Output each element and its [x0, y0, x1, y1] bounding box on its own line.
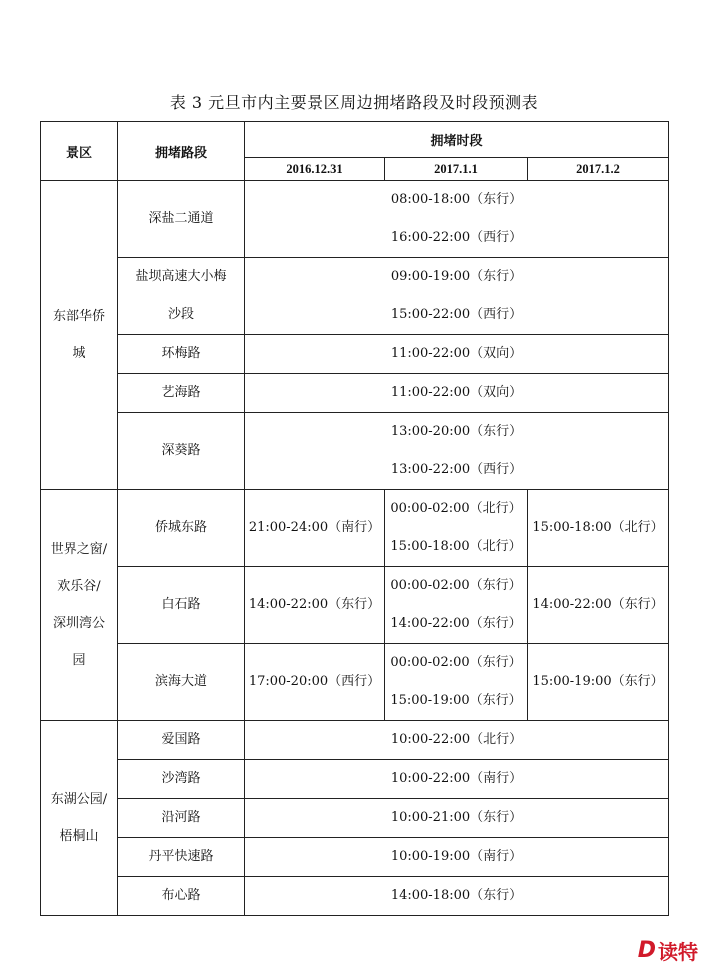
dute-logo: D 读特: [637, 938, 698, 964]
header-date-3: 2017.1.2: [528, 158, 669, 181]
cell-line: 梧桐山: [59, 829, 99, 844]
cell-line: 15:00-18:00（北行）: [532, 520, 664, 535]
period-cell: [245, 760, 669, 799]
cell-line: 布心路: [161, 888, 201, 903]
cell-line: 00:00-02:00（北行）: [390, 501, 522, 516]
cell-line: 16:00-22:00（西行）: [390, 230, 523, 245]
table-row: [41, 799, 669, 838]
cell-line: 沙湾路: [161, 771, 201, 786]
road-cell: [118, 181, 245, 258]
road-cell: [118, 258, 245, 335]
cell-line: 盐坝高速大小梅: [135, 269, 227, 284]
cell-line: 09:00-19:00（东行）: [390, 269, 523, 284]
road-cell: [118, 335, 245, 374]
table-row: [41, 721, 669, 760]
period-cell-d3: [528, 644, 669, 721]
road-cell: [118, 877, 245, 916]
period-cell-d1: [245, 567, 385, 644]
cell-line: 丹平快速路: [148, 849, 214, 864]
cell-line: 00:00-02:00（东行）: [390, 578, 522, 593]
road-cell: [118, 838, 245, 877]
period-cell-d2: [385, 567, 528, 644]
table-row: [41, 374, 669, 413]
cell-line: 14:00-18:00（东行）: [390, 888, 523, 903]
cell-line: 21:00-24:00（南行）: [248, 520, 381, 535]
period-cell: [245, 877, 669, 916]
cell-line: 世界之窗/: [50, 542, 108, 557]
cell-line: 城: [72, 346, 86, 361]
table-row: [41, 181, 669, 258]
period-cell-d3: [528, 490, 669, 567]
period-cell: [245, 413, 669, 490]
road-cell: [118, 760, 245, 799]
cell-line: 11:00-22:00（双向）: [390, 385, 523, 400]
cell-line: 10:00-19:00（南行）: [390, 849, 523, 864]
cell-line: 14:00-22:00（东行）: [390, 616, 522, 631]
header-scenic: 景区: [41, 122, 118, 181]
header-date-1: 2016.12.31: [245, 158, 385, 181]
cell-line: 14:00-22:00（东行）: [248, 597, 381, 612]
table-title: 表 3 元旦市内主要景区周边拥堵路段及时段预测表: [169, 93, 539, 112]
cell-line: 白石路: [161, 597, 201, 612]
cell-line: 00:00-02:00（东行）: [390, 655, 522, 670]
scenic-cell: [41, 181, 118, 490]
cell-line: 沿河路: [161, 810, 201, 825]
cell-line: 10:00-22:00（北行）: [390, 732, 523, 747]
cell-line: 15:00-18:00（北行）: [390, 539, 522, 554]
table-row: [41, 413, 669, 490]
cell-line: 爱国路: [161, 732, 201, 747]
period-cell: [245, 258, 669, 335]
cell-line: 15:00-19:00（东行）: [390, 693, 522, 708]
cell-line: 15:00-19:00（东行）: [532, 674, 664, 689]
cell-line: 13:00-22:00（西行）: [390, 462, 523, 477]
road-cell: [118, 567, 245, 644]
road-cell: [118, 374, 245, 413]
table-row: [41, 490, 669, 567]
cell-line: 15:00-22:00（西行）: [390, 307, 523, 322]
cell-line: 13:00-20:00（东行）: [390, 424, 523, 439]
cell-line: 17:00-20:00（西行）: [248, 674, 381, 689]
period-cell: [245, 374, 669, 413]
table-row: [41, 335, 669, 374]
period-cell-d1: [245, 644, 385, 721]
table-row: [41, 567, 669, 644]
table-body: [41, 181, 669, 916]
cell-line: 欢乐谷/: [57, 579, 101, 594]
cell-line: 侨城东路: [154, 520, 207, 535]
cell-line: 10:00-22:00（南行）: [390, 771, 523, 786]
cell-line: 08:00-18:00（东行）: [390, 192, 523, 207]
cell-line: 深圳湾公: [52, 616, 105, 631]
header-road: 拥堵路段: [118, 122, 245, 181]
period-cell: [245, 838, 669, 877]
road-cell: [118, 490, 245, 567]
cell-line: 14:00-22:00（东行）: [532, 597, 664, 612]
period-cell: [245, 181, 669, 258]
period-cell: [245, 335, 669, 374]
table-row: [41, 258, 669, 335]
cell-line: 园: [72, 653, 86, 668]
cell-line: 11:00-22:00（双向）: [390, 346, 523, 361]
table-row: [41, 838, 669, 877]
cell-line: 沙段: [167, 307, 194, 322]
cell-line: 环梅路: [161, 346, 201, 361]
period-cell-d3: [528, 567, 669, 644]
cell-line: 滨海大道: [154, 674, 207, 689]
header-date-2: 2017.1.1: [385, 158, 528, 181]
cell-line: 深盐二通道: [148, 211, 214, 226]
cell-line: 10:00-21:00（东行）: [390, 810, 523, 825]
scenic-cell: [41, 490, 118, 721]
cell-line: 深葵路: [161, 443, 201, 458]
cell-line: 东湖公园/: [50, 792, 108, 807]
period-cell-d1: [245, 490, 385, 567]
road-cell: [118, 799, 245, 838]
table-row: [41, 644, 669, 721]
period-cell-d2: [385, 644, 528, 721]
congestion-table: [40, 121, 669, 916]
road-cell: [118, 721, 245, 760]
road-cell: [118, 644, 245, 721]
road-cell: [118, 413, 245, 490]
period-cell: [245, 721, 669, 760]
cell-line: 东部华侨: [52, 309, 105, 324]
table-row: [41, 877, 669, 916]
cell-line: 艺海路: [161, 385, 201, 400]
period-cell: [245, 799, 669, 838]
table-row: [41, 760, 669, 799]
scenic-cell: [41, 721, 118, 916]
period-cell-d2: [385, 490, 528, 567]
header-period: 拥堵时段: [245, 122, 669, 158]
